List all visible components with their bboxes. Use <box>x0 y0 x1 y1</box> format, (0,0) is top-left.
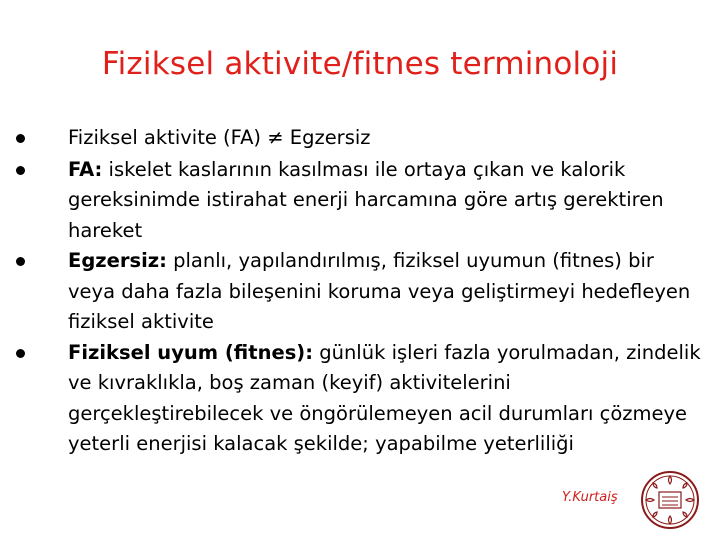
bullet-text: planlı, yapılandırılmış, fiziksel uyumun (fitnes) bir veya daha fazla bileşenini koruma veya geliştirmeyi hedefleyen fiziksel aktivite <box>68 249 691 333</box>
bullet-item <box>16 123 706 154</box>
bullet-text: günlük işleri fazla yorulmadan, zindelik ve kıvraklıkla, boş zaman (keyif) aktivitelerini gerçekleştirebilecek ve öngörülemeyen acil durumları çözmeye yeterli enerjisi kalacak şekilde; yapabilme yeterliliği <box>68 340 701 455</box>
bullet-item <box>16 246 706 338</box>
author-signature: Y.Kurtaiş <box>562 490 618 505</box>
slide-title: Fiziksel aktivite/fitnes terminoloji <box>101 46 619 82</box>
bullet-dot-icon <box>16 134 25 143</box>
bullet-item <box>16 155 706 247</box>
bullet-term: Egzersiz: <box>68 249 167 272</box>
bullet-text: iskelet kaslarının kasılması ile ortaya çıkan ve kalorik gereksinimde istirahat enerji harcamına göre artış gerektiren hareket <box>68 157 664 242</box>
bullet-item <box>16 338 706 460</box>
bullet-text: Fiziksel aktivite (FA) ≠ Egzersiz <box>68 126 371 149</box>
university-seal-icon <box>640 470 700 530</box>
bullet-dot-icon <box>16 166 25 175</box>
bullet-list <box>16 123 706 460</box>
bullet-dot-icon <box>16 257 25 266</box>
bullet-term: Fiziksel uyum (fitnes): <box>68 340 314 364</box>
bullet-dot-icon <box>16 349 25 358</box>
bullet-term: FA: <box>68 157 103 181</box>
